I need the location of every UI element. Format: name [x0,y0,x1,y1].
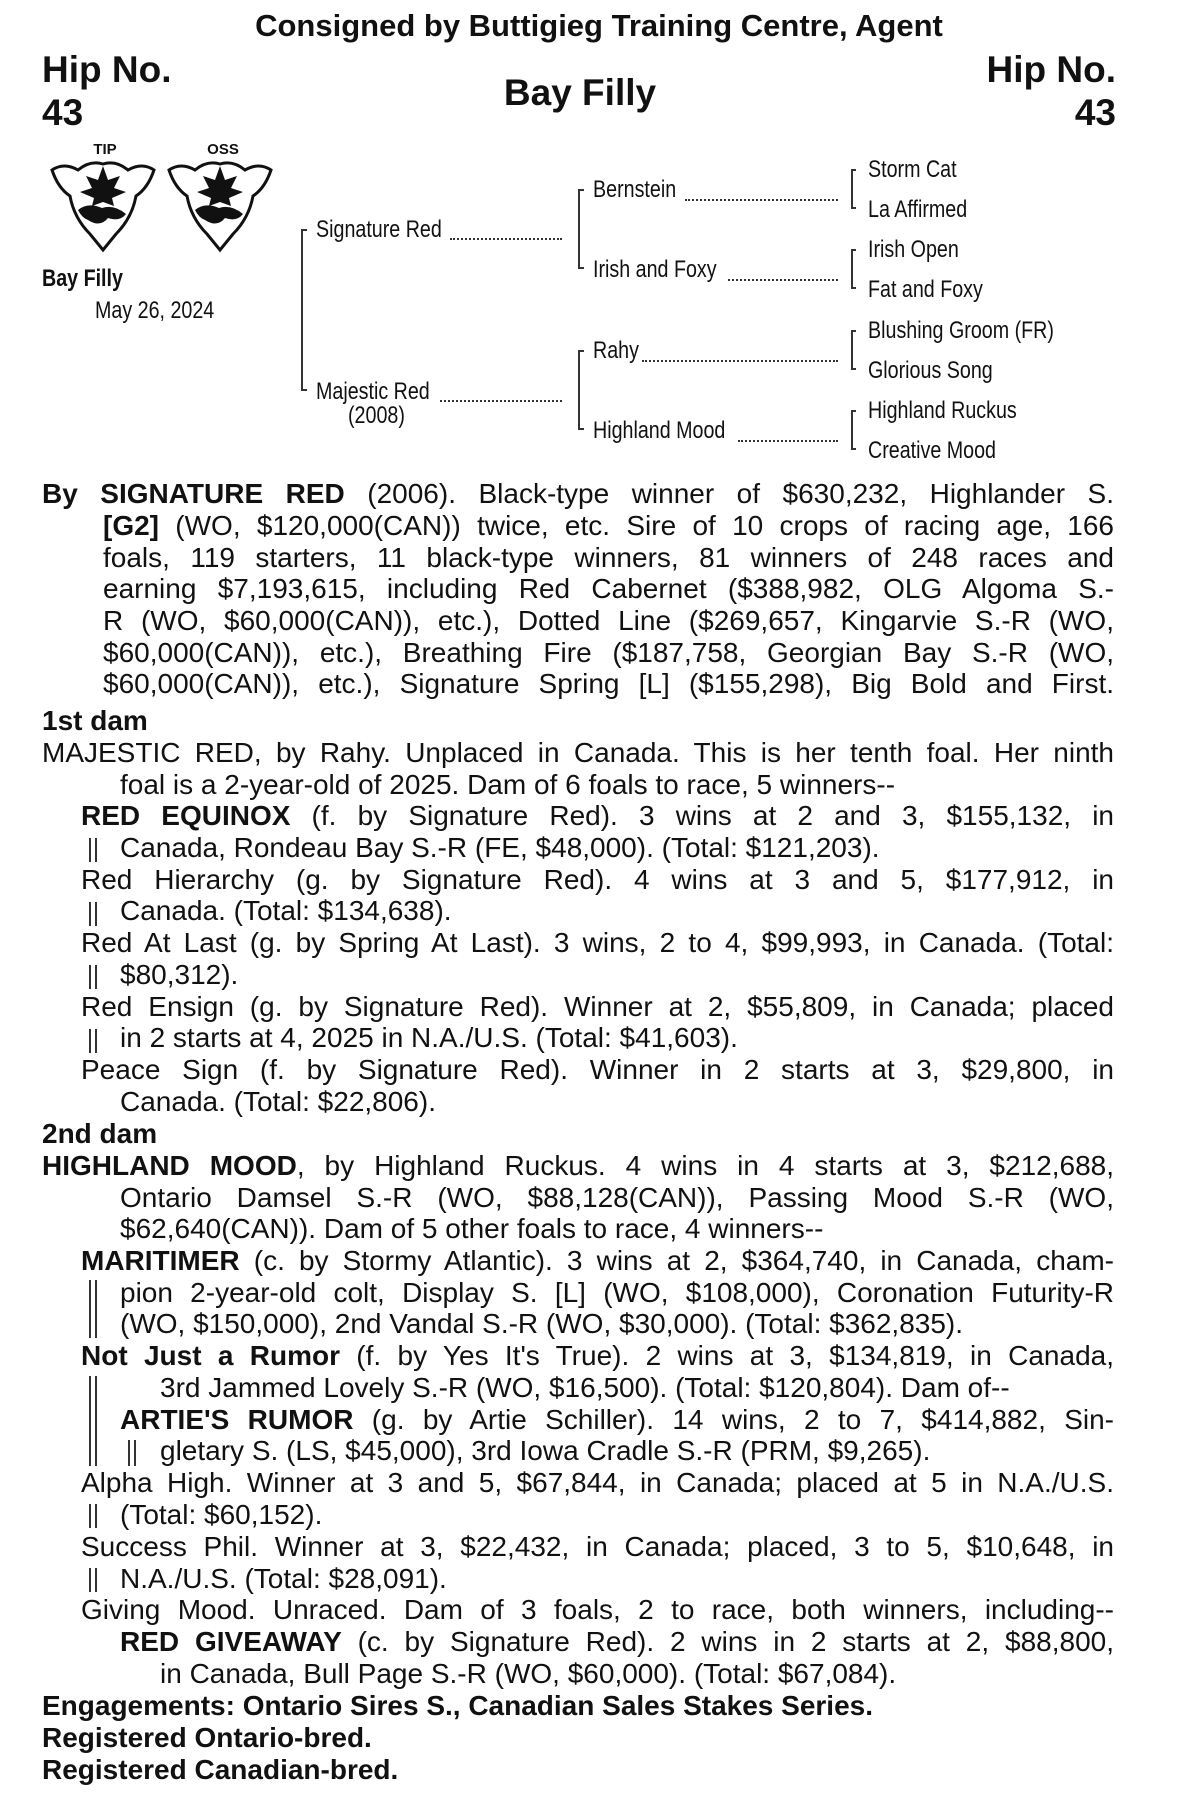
pedigree-dam-sire: Rahy [593,337,639,364]
pedigree-g3-8: Creative Mood [868,437,996,464]
pedigree-dots [642,360,838,362]
pedigree-line [578,189,584,191]
pedigree-line [578,428,584,430]
pedigree-line [578,267,584,269]
pedigree-line [578,189,580,269]
hip-number: 43 [42,92,84,133]
pedigree-line [301,229,303,391]
pedigree-dots [440,400,562,402]
oss-label: OSS [207,141,239,158]
offspring-peace-sign: Peace Sign (f. by Signature Red). Winner in 2 starts at 3, $29,800, in [81,1054,1114,1085]
page-title: Bay Filly [503,72,657,113]
offspring-giving-mood: Giving Mood. Unraced. Dam of 3 foals, 2 to race, both winners, including-- [81,1594,1114,1625]
registration-canadian: Registered Canadian-bred. [42,1754,399,1785]
offspring-red-at-last: Red At Last (g. by Spring At Last). 3 wins, 2 to 4, $99,993, in Canada. (Total: [81,927,1114,958]
pedigree-line [851,249,853,289]
pedigree-line [851,410,853,450]
pedigree-g3-5: Blushing Groom (FR) [868,317,1054,344]
offspring-success-phil: Success Phil. Winner at 3, $22,432, in Canada; placed, 3 to 5, $10,648, in [81,1531,1114,1562]
second-dam-heading: 2nd dam [42,1118,158,1149]
pedigree-g3-7: Highland Ruckus [868,397,1017,424]
offspring-maritimer: MARITIMER (c. by Stormy Atlantic). 3 wins at 2, $364,740, in Canada, cham- [81,1245,1114,1276]
offspring-not-just-a-rumor: Not Just a Rumor (f. by Yes It's True). 2 wins at 3, $134,819, in Canada, [81,1340,1114,1371]
pedigree-line [851,249,856,251]
pedigree-line [851,410,856,412]
pedigree-line [851,448,856,450]
pedigree-g3-2: La Affirmed [868,196,968,223]
pedigree-dam-dam: Highland Mood [593,417,726,444]
pedigree-sire-dam: Irish and Foxy [593,256,717,283]
pedigree-line [851,169,856,171]
pedigree-g3-3: Irish Open [868,236,959,263]
horse-sex: Bay Filly [42,265,123,292]
pedigree-line [851,330,853,370]
hip-number: 43 [1074,92,1116,133]
pedigree-line [851,207,856,209]
pedigree-line [301,389,307,391]
pedigree-g3-1: Storm Cat [868,156,957,183]
pedigree-line [578,350,580,430]
pedigree-dam-year: (2008) [348,402,405,429]
pedigree-line [851,169,853,209]
first-dam-heading: 1st dam [42,705,148,736]
pedigree-dots [450,238,562,240]
foaling-date: May 26, 2024 [95,297,215,324]
offspring-red-equinox: RED EQUINOX (f. by Signature Red). 3 wins at 2 and 3, $155,132, in [81,800,1114,831]
offspring-alpha-high: Alpha High. Winner at 3 and 5, $67,844, in Canada; placed at 5 in N.A./U.S. [81,1467,1114,1498]
pedigree-dots [738,440,838,442]
offspring-arties-rumor: ARTIE'S RUMOR (g. by Artie Schiller). 14 wins, 2 to 7, $414,882, Sin- [120,1404,1114,1435]
pedigree-g3-6: Glorious Song [868,357,993,384]
pedigree-sire-sire: Bernstein [593,176,677,203]
pedigree-g3-4: Fat and Foxy [868,276,983,303]
hip-label: Hip No. [986,49,1116,90]
pedigree-line [301,229,307,231]
offspring-red-ensign: Red Ensign (g. by Signature Red). Winner at 2, $55,809, in Canada; placed [81,991,1114,1022]
tip-logo-icon [48,158,158,254]
pedigree-line [578,350,584,352]
pedigree-dots [728,279,838,281]
tip-label: TIP [93,141,117,158]
oss-logo-icon [165,158,275,254]
consignor-line: Consigned by Buttigieg Training Centre, Agent [255,8,943,43]
registration-ontario: Registered Ontario-bred. [42,1722,372,1753]
pedigree-sire: Signature Red [316,216,442,243]
offspring-red-hierarchy: Red Hierarchy (g. by Signature Red). 4 wins at 3 and 5, $177,912, in [81,864,1114,895]
pedigree-line [851,330,856,332]
offspring-red-giveaway: RED GIVEAWAY (c. by Signature Red). 2 wins in 2 starts at 2, $88,800, [120,1626,1114,1657]
hip-label: Hip No. [42,49,172,90]
pedigree-dots [685,199,838,201]
pedigree-dam: Majestic Red [316,378,430,405]
pedigree-line [851,287,856,289]
engagements: Engagements: Ontario Sires S., Canadian Sales Stakes Series. [42,1690,874,1721]
pedigree-line [851,368,856,370]
